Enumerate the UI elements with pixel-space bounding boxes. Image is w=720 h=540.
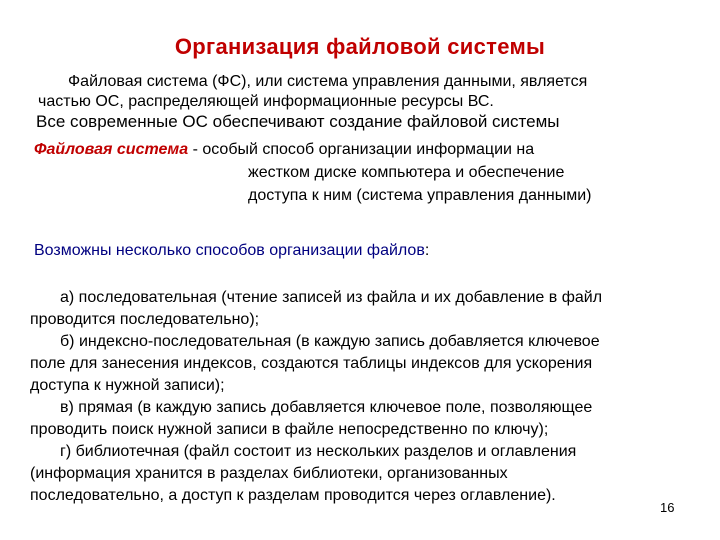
- item-b-line-3: доступа к нужной записи);: [30, 377, 225, 394]
- item-b-line-1: б) индексно-последовательная (в каждую запись добавляется ключевое: [60, 333, 600, 350]
- intro-line-1: Файловая система (ФС), или система управления данными, является: [68, 73, 588, 90]
- item-b-line-2: поле для занесения индексов, создаются таблицы индексов для ускорения: [30, 355, 593, 372]
- item-c-line-2: проводить поиск нужной записи в файле непосредственно по ключу);: [30, 421, 549, 438]
- item-d-line-1: г) библиотечная (файл состоит из нескольких разделов и оглавления: [60, 443, 577, 460]
- item-a-line-1: а) последовательная (чтение записей из файла и их добавление в файл: [60, 289, 603, 306]
- intro-line-2: частью ОС, распределяющей информационные ресурсы ВС.: [38, 93, 494, 110]
- page-number: 16: [660, 500, 675, 515]
- definition-text-1: особый способ организации информации на: [202, 141, 535, 158]
- item-c-line-1: в) прямая (в каждую запись добавляется ключевое поле, позволяющее: [60, 399, 593, 416]
- definition-line-1: [34, 138, 534, 161]
- item-d-line-3: последовательно, а доступ к разделам проводится через оглавление).: [30, 487, 556, 504]
- definition-dash: -: [188, 141, 203, 158]
- definition-term: Файловая система: [34, 141, 189, 158]
- item-d-line-2: (информация хранится в разделах библиотеки, организованных: [30, 465, 508, 482]
- item-a-line-2: проводится последовательно);: [30, 311, 260, 328]
- page-title: Организация файловой системы: [174, 34, 546, 59]
- definition-line-2: жестком диске компьютера и обеспечение: [248, 164, 565, 181]
- intro-line-3: Все современные ОС обеспечивают создание файловой системы: [36, 112, 560, 131]
- ways-heading-text: Возможны несколько способов организации файлов: [34, 242, 425, 259]
- ways-heading-colon: :: [424, 242, 430, 259]
- definition-line-3: доступа к ним (система управления данными): [248, 187, 592, 204]
- ways-heading: [34, 242, 429, 260]
